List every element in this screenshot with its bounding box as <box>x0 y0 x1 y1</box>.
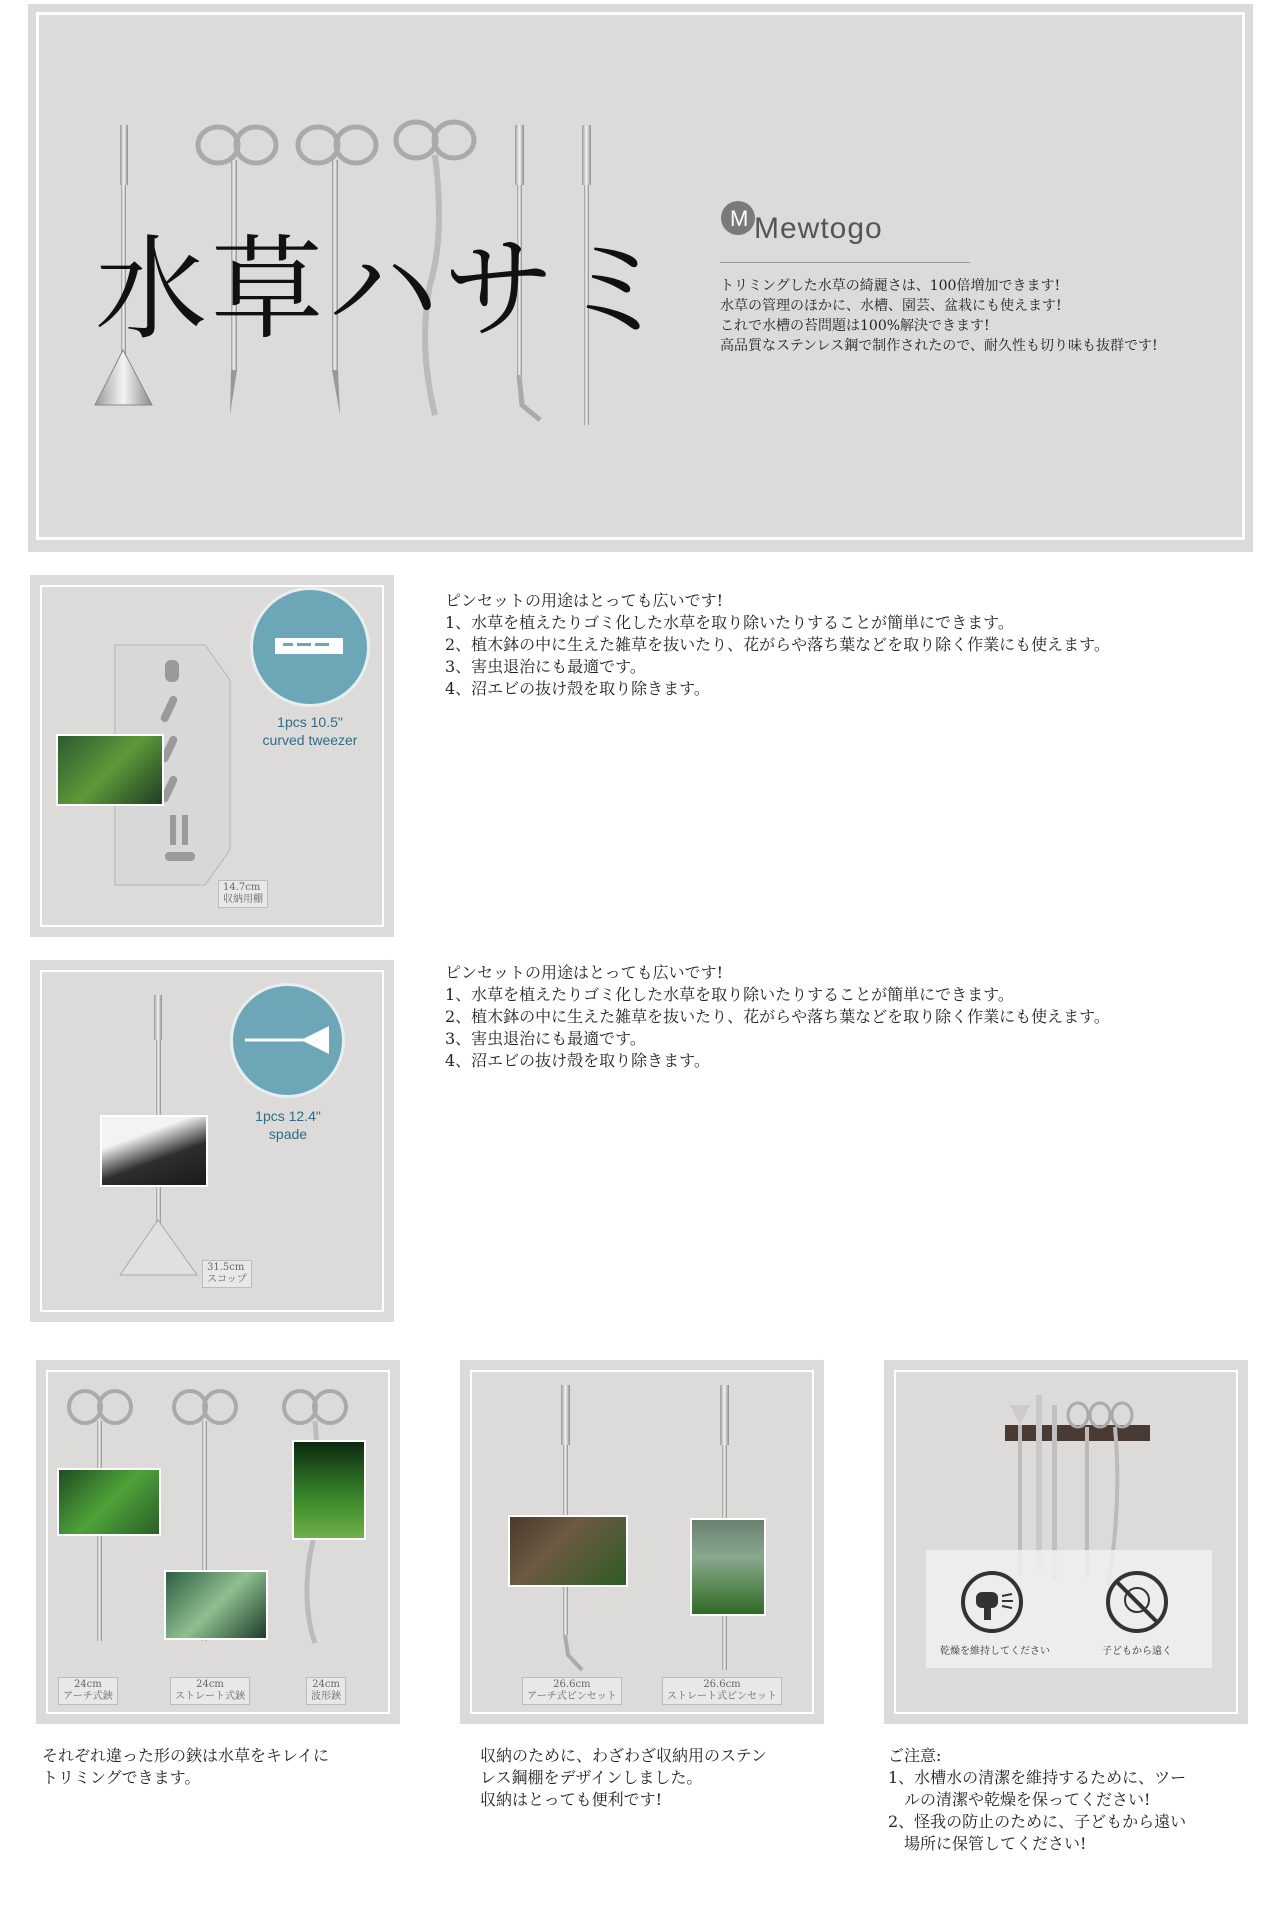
size-tag: 26.6cm ストレート式ピンセット <box>662 1677 782 1705</box>
size-tag: 24cm アーチ式鋏 <box>58 1677 118 1705</box>
hero-description <box>720 276 1240 356</box>
plant-photo <box>57 1468 161 1536</box>
warning-dry-label: 乾燥を維持してください <box>940 1646 1050 1657</box>
size-tag: 26.6cm アーチ式ピンセット <box>522 1677 622 1705</box>
plant-photo <box>690 1518 766 1616</box>
no-children-icon <box>1105 1570 1169 1634</box>
hero-desc-line: これで水槽の苔問題は100%解決できます! <box>720 318 990 334</box>
product-badge <box>230 983 345 1098</box>
spade-icon <box>233 986 342 1095</box>
size-tag: 14.7cm 収納用棚 <box>218 880 268 908</box>
divider <box>720 262 970 263</box>
aquarium-photo <box>56 734 164 806</box>
svg-text:M: M <box>730 206 749 231</box>
aquarium-photo <box>100 1115 208 1187</box>
tweezers-caption: 収納のために、わざわざ収納用のステン レス鋼棚をデザインしました。 収納はとっても便利です! <box>480 1746 767 1809</box>
product-badge <box>250 587 370 707</box>
size-tag: 24cm ストレート式鋏 <box>170 1677 250 1705</box>
badge-label: 1pcs 12.4" spade <box>255 1108 321 1142</box>
plant-photo <box>508 1515 628 1587</box>
size-tag: 24cm 波形鋏 <box>306 1677 346 1705</box>
brand-logo-icon <box>720 200 756 236</box>
hero-desc-line: 高品質なステンレス鋼で制作されたので、耐久性も切り味も抜群です! <box>720 338 1158 354</box>
plant-photo <box>164 1570 268 1640</box>
storage-caption: ご注意: 1、水槽水の清潔を維持するために、ツー ルの清潔や乾燥を保ってください! 2、怪我の防止のために、子どもから遠い 場所に保管してください! <box>888 1746 1187 1853</box>
plant-photo <box>292 1440 366 1540</box>
section2-description: ピンセットの用途はとっても広いです! 1、水草を植えたりゴミ化した水草を取り除いたりすることが簡単にできます。 2、植木鉢の中に生えた雑草を抜いたり、花がらや落ち葉などを取り除く作業にも使えます。 3、害虫退治にも最適です。 4、沼エビの抜け殻を取り除きます。 <box>445 963 1110 1070</box>
hero-desc-line: 水草の管理のほかに、水槽、園芸、盆栽にも使えます! <box>720 298 1062 314</box>
tweezer-icon <box>253 590 367 704</box>
hair-dryer-icon <box>960 1570 1024 1634</box>
hero-desc-line: トリミングした水草の綺麗さは、100倍増加できます! <box>720 278 1061 294</box>
page-title: 水草ハサミ <box>95 225 675 355</box>
scissors-caption: それぞれ違った形の鋏は水草をキレイに トリミングできます。 <box>42 1746 330 1787</box>
size-tag: 31.5cm スコップ <box>202 1260 252 1288</box>
badge-label: 1pcs 10.5" curved tweezer <box>262 714 358 748</box>
brand-logo-text: Mewtogo <box>754 212 883 245</box>
section1-description: ピンセットの用途はとっても広いです! 1、水草を植えたりゴミ化した水草を取り除いたりすることが簡単にできます。 2、植木鉢の中に生えた雑草を抜いたり、花がらや落ち葉などを取り除く作業にも使えます。 3、害虫退治にも最適です。 4、沼エビの抜け殻を取り除きます。 <box>445 591 1110 698</box>
warning-child-label: 子どもから遠く <box>1102 1646 1172 1657</box>
